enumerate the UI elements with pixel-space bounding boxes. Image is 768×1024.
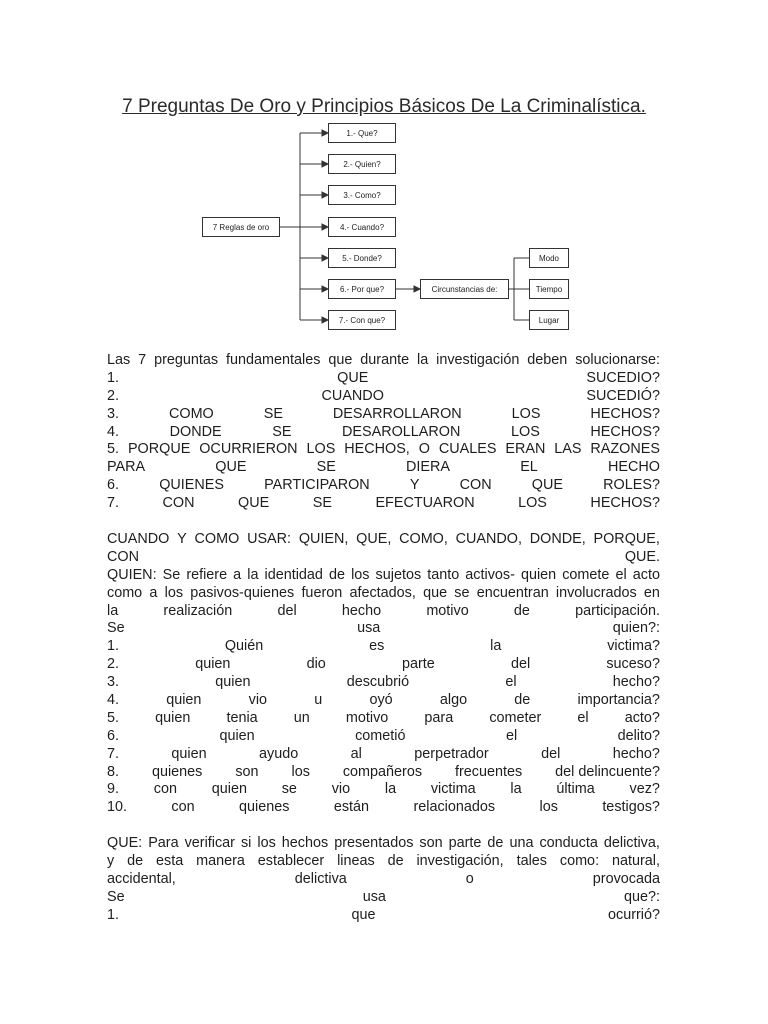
text-word: ayudo bbox=[259, 745, 299, 762]
text-word: quien bbox=[219, 727, 255, 744]
text-line bbox=[107, 781, 660, 799]
text-word: COMO bbox=[194, 531, 240, 547]
text-word: que?: bbox=[623, 888, 660, 905]
text-word: quien bbox=[215, 674, 251, 691]
text-word: los bbox=[257, 835, 276, 851]
text-word: 10. bbox=[107, 799, 128, 816]
text-word: 6. bbox=[107, 727, 120, 744]
text-word: lineas bbox=[337, 852, 375, 869]
text-word: QUE bbox=[238, 495, 270, 512]
text-word: EL bbox=[520, 459, 538, 476]
text-word: oyó bbox=[369, 692, 393, 709]
text-word: están bbox=[333, 799, 370, 816]
text-line bbox=[107, 656, 660, 674]
text-word: DESARROLLARON bbox=[332, 405, 462, 422]
text-word: comete bbox=[562, 566, 610, 583]
usage-block bbox=[107, 531, 660, 817]
text-word: participación. bbox=[575, 602, 660, 619]
text-word: 2. bbox=[107, 656, 120, 673]
text-word: LOS bbox=[511, 423, 540, 440]
text-word: hecho? bbox=[612, 674, 660, 691]
text-word: motivo bbox=[345, 709, 389, 726]
text-word: son bbox=[419, 835, 443, 851]
text-word: sujetos bbox=[375, 566, 422, 583]
text-word: CUANDO bbox=[321, 387, 384, 404]
diagram-circumstances-box: Circunstancias de: bbox=[420, 279, 509, 299]
text-word: motivo bbox=[426, 602, 469, 619]
text-word: CUALES bbox=[438, 441, 497, 458]
text-word: acto bbox=[632, 566, 660, 583]
text-word: identidad bbox=[264, 566, 323, 583]
text-word: PARA bbox=[107, 459, 146, 476]
diagram-question-box: 5.- Donde? bbox=[328, 248, 396, 268]
text-word: CUANDO bbox=[107, 531, 170, 547]
text-word: HECHOS? bbox=[590, 495, 660, 512]
text-word: 8. bbox=[107, 763, 120, 780]
text-word: EFECTUARON bbox=[375, 495, 475, 512]
text-word: Y bbox=[177, 531, 187, 547]
text-word: LAS bbox=[554, 441, 582, 458]
text-word: Las bbox=[107, 352, 131, 368]
text-word: para bbox=[424, 709, 454, 726]
text-line bbox=[107, 799, 660, 817]
text-word: LOS bbox=[518, 495, 547, 512]
text-word: que bbox=[328, 352, 353, 368]
text-word: la bbox=[107, 602, 119, 619]
text-word: afectados, bbox=[349, 584, 416, 601]
text-word: como: bbox=[559, 852, 600, 869]
text-word: DIERA bbox=[406, 459, 451, 476]
text-word: de bbox=[329, 566, 346, 583]
diagram-sub-box: Lugar bbox=[529, 310, 569, 330]
questions-block bbox=[107, 352, 660, 513]
text-word: o bbox=[465, 870, 474, 887]
text-word: ocurrió? bbox=[608, 906, 660, 923]
text-line bbox=[107, 406, 660, 424]
text-word: quien bbox=[166, 692, 202, 709]
text-word: DESAROLLARON bbox=[342, 423, 461, 440]
text-word: ERAN bbox=[505, 441, 546, 458]
text-word: suceso? bbox=[606, 656, 660, 673]
text-word: encuentran bbox=[476, 584, 549, 601]
text-word: de bbox=[127, 852, 144, 869]
text-word: al bbox=[350, 745, 362, 762]
text-word: quienes bbox=[151, 763, 203, 780]
text-word: del bbox=[541, 745, 561, 762]
text-word: la bbox=[247, 566, 259, 583]
text-word: SUCEDIO? bbox=[586, 369, 660, 386]
diagram-question-box: 1.- Que? bbox=[328, 123, 396, 143]
text-word: 2. bbox=[107, 387, 120, 404]
text-word: durante bbox=[360, 352, 410, 368]
text-word: CON bbox=[459, 477, 492, 494]
text-word: Para bbox=[148, 835, 179, 851]
text-word: QUE. bbox=[624, 548, 660, 565]
text-word: 7. bbox=[107, 745, 120, 762]
text-word: del delincuente? bbox=[555, 763, 660, 780]
text-word: con bbox=[171, 799, 195, 816]
text-word: 1. bbox=[107, 369, 120, 386]
text-word: quien bbox=[195, 656, 231, 673]
text-word: solucionarse: bbox=[575, 352, 660, 368]
text-line bbox=[107, 746, 660, 764]
diagram-sub-box: Modo bbox=[529, 248, 569, 268]
text-word: realización bbox=[163, 602, 233, 619]
text-word: relacionados bbox=[413, 799, 496, 816]
text-word: QUE bbox=[531, 477, 563, 494]
text-word: HECHOS? bbox=[590, 405, 660, 422]
text-word: USAR: bbox=[247, 531, 292, 547]
text-word: Se bbox=[162, 566, 181, 583]
text-line bbox=[107, 871, 660, 889]
text-line bbox=[107, 835, 660, 853]
text-word: 3. bbox=[107, 405, 120, 422]
text-word: importancia? bbox=[577, 692, 660, 709]
text-word: perpetrador bbox=[414, 745, 489, 762]
text-word: O bbox=[418, 441, 430, 458]
text-word: quien bbox=[211, 781, 247, 798]
text-word: PARTICIPARON bbox=[264, 477, 370, 494]
text-word: fueron bbox=[301, 584, 343, 601]
text-line bbox=[107, 495, 660, 513]
text-word: DONDE, bbox=[529, 531, 586, 547]
text-word: LOS bbox=[511, 405, 541, 422]
text-word: PORQUE, bbox=[593, 531, 660, 547]
text-word: Y bbox=[409, 477, 420, 494]
text-word: conducta bbox=[539, 835, 598, 851]
text-line bbox=[107, 549, 660, 567]
text-word: OCURRIERON bbox=[199, 441, 298, 458]
text-word: la bbox=[384, 781, 397, 798]
text-word: a bbox=[233, 566, 242, 583]
text-word: provocada bbox=[592, 870, 660, 887]
text-word: del bbox=[510, 656, 531, 673]
text-word: descubrió bbox=[346, 674, 410, 691]
text-word: frecuentes bbox=[455, 763, 523, 780]
text-word: QUIEN, bbox=[298, 531, 349, 547]
text-word: del bbox=[277, 602, 297, 619]
text-word: RAZONES bbox=[590, 441, 660, 458]
text-line bbox=[107, 388, 660, 406]
text-word: parte bbox=[401, 656, 435, 673]
text-word: SE bbox=[263, 405, 283, 422]
text-word: activos- bbox=[465, 566, 515, 583]
diagram-question-box: 2.- Quien? bbox=[328, 154, 396, 174]
text-word: CON bbox=[162, 495, 195, 512]
text-word: preguntas bbox=[154, 352, 219, 368]
text-line bbox=[107, 441, 660, 459]
text-word: CON bbox=[107, 548, 139, 565]
text-word: QUE bbox=[215, 459, 247, 476]
text-word: deben bbox=[527, 352, 568, 368]
text-word: los bbox=[351, 566, 370, 583]
text-word: tanto bbox=[427, 566, 460, 583]
text-line bbox=[107, 907, 660, 925]
text-word: investigación, bbox=[416, 852, 504, 869]
text-word: SE bbox=[316, 459, 336, 476]
text-word: como bbox=[107, 584, 143, 601]
text-word: dio bbox=[306, 656, 326, 673]
text-word: victima? bbox=[607, 638, 660, 655]
text-word: accidental, bbox=[107, 870, 176, 887]
diagram-question-box: 4.- Cuando? bbox=[328, 217, 396, 237]
text-word: vez? bbox=[629, 781, 660, 798]
text-word: quien bbox=[171, 745, 207, 762]
text-word: 9. bbox=[107, 781, 120, 798]
text-word: 3. bbox=[107, 674, 120, 691]
text-word: establecer bbox=[257, 852, 325, 869]
text-line bbox=[107, 728, 660, 746]
text-word: manera bbox=[196, 852, 245, 869]
text-word: HECHO bbox=[607, 459, 660, 476]
text-word: en bbox=[643, 584, 660, 601]
text-word: involucrados bbox=[555, 584, 637, 601]
text-line bbox=[107, 352, 660, 370]
text-word: de bbox=[513, 602, 530, 619]
text-word: 5. bbox=[107, 441, 120, 458]
text-word: acto? bbox=[624, 709, 660, 726]
text-word: natural, bbox=[611, 852, 660, 869]
text-word: usa bbox=[357, 620, 381, 637]
text-word: los bbox=[164, 584, 184, 601]
text-word: HECHOS? bbox=[590, 423, 660, 440]
golden-rules-diagram bbox=[196, 120, 576, 334]
text-word: vio bbox=[331, 781, 351, 798]
diagram-question-box: 7.- Con que? bbox=[328, 310, 396, 330]
text-word: LOS bbox=[306, 441, 336, 458]
text-word: quienes bbox=[239, 799, 290, 816]
text-word: SE bbox=[272, 423, 292, 440]
text-word: Se bbox=[107, 888, 125, 905]
text-word: PORQUE bbox=[127, 441, 191, 458]
text-word: 6. bbox=[107, 477, 120, 494]
text-word: u bbox=[314, 692, 323, 709]
text-word: si bbox=[240, 835, 252, 851]
text-line bbox=[107, 674, 660, 692]
text-word: tales bbox=[516, 852, 547, 869]
text-word: SE bbox=[312, 495, 332, 512]
text-word: esta bbox=[156, 852, 184, 869]
text-word: QUE, bbox=[356, 531, 392, 547]
diagram-question-box: 3.- Como? bbox=[328, 185, 396, 205]
text-word: vio bbox=[248, 692, 268, 709]
text-word: 4. bbox=[107, 692, 120, 709]
text-word: el bbox=[577, 709, 589, 726]
text-word: que bbox=[423, 584, 448, 601]
text-word: COMO bbox=[168, 405, 214, 422]
text-word: 7 bbox=[138, 352, 147, 368]
text-line bbox=[107, 424, 660, 442]
text-word: los bbox=[291, 763, 310, 780]
text-word: el bbox=[505, 727, 518, 744]
text-word: son bbox=[235, 763, 259, 780]
que-block bbox=[107, 835, 660, 924]
text-line bbox=[107, 620, 660, 638]
text-word: hechos bbox=[281, 835, 329, 851]
text-line bbox=[107, 531, 660, 549]
text-line bbox=[107, 585, 660, 603]
text-word: hecho bbox=[341, 602, 382, 619]
text-word: Se bbox=[107, 620, 125, 637]
text-word: QUE: bbox=[107, 835, 143, 851]
text-word: DONDE bbox=[169, 423, 222, 440]
text-word: testigos? bbox=[602, 799, 660, 816]
text-word: fundamentales bbox=[226, 352, 321, 368]
text-line bbox=[107, 638, 660, 656]
text-word: de bbox=[387, 852, 404, 869]
text-word: cometió bbox=[355, 727, 406, 744]
text-line bbox=[107, 764, 660, 782]
text-line bbox=[107, 889, 660, 907]
text-word: y bbox=[107, 852, 115, 869]
text-word: 5. bbox=[107, 709, 120, 726]
text-word: quien bbox=[520, 566, 557, 583]
text-word: 1. bbox=[107, 906, 120, 923]
text-word: Quién bbox=[224, 638, 264, 655]
text-word: cometer bbox=[489, 709, 542, 726]
text-word: delictiva bbox=[294, 870, 347, 887]
text-line bbox=[107, 567, 660, 585]
text-line bbox=[107, 853, 660, 871]
text-word: SUCEDIÓ? bbox=[586, 387, 660, 404]
text-word: se bbox=[454, 584, 470, 601]
text-word: QUE bbox=[337, 369, 369, 386]
text-word: investigación bbox=[436, 352, 520, 368]
text-word: 4. bbox=[107, 423, 120, 440]
text-word: algo bbox=[439, 692, 468, 709]
text-word: compañeros bbox=[342, 763, 423, 780]
text-word: el bbox=[615, 566, 627, 583]
text-line bbox=[107, 692, 660, 710]
text-word: verificar bbox=[184, 835, 235, 851]
text-line bbox=[107, 370, 660, 388]
text-word: quien?: bbox=[612, 620, 660, 637]
text-word: QUIEN: bbox=[107, 566, 157, 583]
text-word: pasivos-quienes bbox=[190, 584, 295, 601]
text-line bbox=[107, 603, 660, 621]
diagram-sub-box: Tiempo bbox=[529, 279, 569, 299]
text-word: CUANDO, bbox=[455, 531, 523, 547]
text-word: un bbox=[293, 709, 310, 726]
text-word: delito? bbox=[617, 727, 660, 744]
text-word: con bbox=[153, 781, 177, 798]
text-word: a bbox=[149, 584, 158, 601]
text-line bbox=[107, 459, 660, 477]
text-word: es bbox=[369, 638, 385, 655]
text-word: la bbox=[490, 638, 502, 655]
text-word: parte bbox=[448, 835, 482, 851]
text-word: usa bbox=[362, 888, 386, 905]
text-word: la bbox=[417, 352, 429, 368]
diagram-root-box: 7 Reglas de oro bbox=[202, 217, 280, 237]
text-word: HECHOS, bbox=[344, 441, 410, 458]
diagram-question-box: 6.- Por que? bbox=[328, 279, 396, 299]
text-word: que bbox=[351, 906, 376, 923]
text-word: de bbox=[514, 692, 531, 709]
text-line bbox=[107, 710, 660, 728]
text-word: ROLES? bbox=[603, 477, 660, 494]
text-word: quien bbox=[155, 709, 191, 726]
text-word: última bbox=[556, 781, 595, 798]
text-line bbox=[107, 477, 660, 495]
text-word: COMO, bbox=[399, 531, 448, 547]
text-word: refiere bbox=[186, 566, 228, 583]
text-word: QUIENES bbox=[159, 477, 224, 494]
text-word: se bbox=[281, 781, 297, 798]
document-title: 7 Preguntas De Oro y Principios Básicos De La Criminalística. bbox=[122, 96, 646, 117]
text-word: de bbox=[487, 835, 504, 851]
text-word: el bbox=[505, 674, 517, 691]
text-word: 7. bbox=[107, 495, 120, 512]
text-word: delictiva, bbox=[603, 835, 660, 851]
text-word: presentados bbox=[334, 835, 414, 851]
text-word: tenia bbox=[226, 709, 258, 726]
text-word: victima bbox=[430, 781, 476, 798]
text-word: los bbox=[539, 799, 558, 816]
text-word: hecho? bbox=[612, 745, 660, 762]
text-word: 1. bbox=[107, 638, 120, 655]
text-word: una bbox=[509, 835, 534, 851]
text-word: la bbox=[510, 781, 522, 798]
